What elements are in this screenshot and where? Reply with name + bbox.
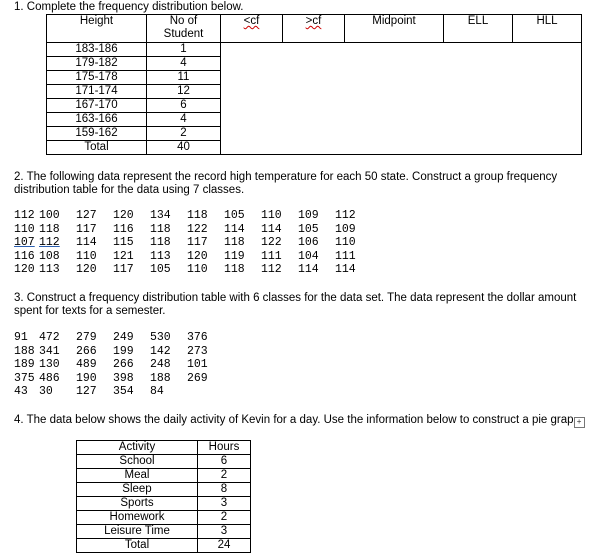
header-no-of-student: No of Student (147, 15, 221, 43)
data-value: 114 (261, 222, 282, 236)
data-value: 472 (39, 331, 60, 344)
table-row (77, 455, 251, 469)
data-value: 115 (113, 236, 134, 250)
student-count-cell: 2 (147, 127, 221, 141)
blank-cell[interactable] (221, 99, 283, 113)
data-value: 110 (261, 209, 282, 222)
data-value: 114 (335, 263, 356, 277)
data-value: 376 (187, 331, 208, 344)
data-value: 120 (76, 263, 97, 277)
blank-cell[interactable] (345, 43, 444, 57)
data-value: 105 (224, 209, 245, 222)
header-ell: ELL (444, 15, 513, 43)
blank-cell[interactable] (283, 113, 345, 127)
blank-cell[interactable] (345, 57, 444, 71)
hours-cell: 2 (198, 511, 251, 525)
activity-cell: Leisure Time (77, 525, 198, 539)
data-value: 249 (113, 331, 134, 344)
blank-cell[interactable] (444, 71, 513, 85)
blank-cell[interactable] (513, 99, 582, 113)
data-value: 105 (298, 222, 319, 236)
student-count-cell: 4 (147, 57, 221, 71)
data-row (14, 209, 372, 223)
blank-cell[interactable] (221, 43, 283, 57)
blank-cell[interactable] (345, 127, 444, 141)
data-value: 84 (150, 385, 164, 399)
header-hours: Hours (198, 441, 251, 455)
height-cell: Total (47, 141, 147, 155)
data-value: 110 (187, 263, 208, 277)
data-value: 269 (187, 371, 208, 385)
blank-cell[interactable] (221, 113, 283, 127)
q1-heading: 1. Complete the frequency distribution below. (14, 1, 244, 13)
activity-table (76, 440, 251, 553)
data-row (14, 385, 224, 399)
data-value: 142 (150, 344, 171, 358)
table-row (47, 127, 582, 141)
header-midpoint: Midpoint (345, 15, 444, 43)
data-value: 117 (76, 222, 97, 236)
q3-text: 3. Construct a frequency distribution table with 6 classes for the data set. The data represent the dollar amount spent for texts for a semester. (14, 292, 577, 317)
data-value: 30 (39, 385, 53, 399)
data-value: 530 (150, 331, 171, 344)
activity-cell: Total (77, 539, 198, 553)
data-row (14, 263, 372, 277)
blank-cell[interactable] (513, 113, 582, 127)
data-value: 341 (39, 344, 60, 358)
data-value: 120 (14, 263, 35, 277)
blank-cell[interactable] (513, 71, 582, 85)
data-value: 122 (261, 236, 282, 250)
data-value: 118 (224, 236, 245, 250)
data-value: 120 (187, 249, 208, 263)
data-value: 117 (113, 263, 134, 277)
data-value: 375 (14, 371, 35, 385)
data-value: 106 (298, 236, 319, 250)
data-value: 118 (150, 222, 171, 236)
data-value: 134 (150, 209, 171, 222)
data-row (14, 223, 372, 237)
blank-cell[interactable] (345, 85, 444, 99)
blank-cell[interactable] (345, 141, 444, 155)
data-value: 111 (335, 249, 356, 263)
blank-cell[interactable] (221, 71, 283, 85)
data-value: 113 (150, 249, 171, 263)
q3-data-table (14, 331, 224, 399)
data-value: 118 (224, 263, 245, 277)
data-value: 104 (298, 249, 319, 263)
blank-cell[interactable] (345, 113, 444, 127)
blank-cell[interactable] (444, 99, 513, 113)
q4-text: 4. The data below shows the daily activity of Kevin for a day. Use the information below to construct a pie grap + (14, 414, 589, 427)
blank-cell[interactable] (283, 71, 345, 85)
table-row (77, 483, 251, 497)
blank-cell[interactable] (513, 85, 582, 99)
data-row (14, 250, 372, 264)
data-value: 266 (113, 358, 134, 372)
data-value: 273 (187, 344, 208, 358)
data-value: 112 (335, 209, 356, 222)
data-value: 105 (150, 263, 171, 277)
height-cell: 183-186 (47, 43, 147, 57)
table-row (77, 469, 251, 483)
table-row (77, 511, 251, 525)
data-value: 121 (113, 249, 134, 263)
data-value: 398 (113, 371, 134, 385)
data-value: 112 (39, 236, 60, 250)
table-row (77, 539, 251, 553)
hours-cell: 2 (198, 469, 251, 483)
height-cell: 167-170 (47, 99, 147, 113)
data-value: 109 (298, 209, 319, 222)
activity-cell: Homework (77, 511, 198, 525)
data-value: 118 (150, 236, 171, 250)
data-value: 109 (335, 222, 356, 236)
data-value: 190 (76, 371, 97, 385)
data-row (14, 236, 372, 250)
blank-cell[interactable] (444, 43, 513, 57)
blank-cell[interactable] (283, 85, 345, 99)
blank-cell[interactable] (513, 141, 582, 155)
hours-cell: 24 (198, 539, 251, 553)
data-value: 486 (39, 371, 60, 385)
blank-cell[interactable] (221, 85, 283, 99)
data-value: 127 (76, 209, 97, 222)
data-value: 188 (150, 371, 171, 385)
activity-cell: School (77, 455, 198, 469)
header-less-cf: <cf (221, 15, 283, 43)
blank-cell[interactable] (221, 57, 283, 71)
student-count-cell: 4 (147, 113, 221, 127)
data-value: 116 (14, 249, 35, 263)
data-value: 116 (113, 222, 134, 236)
blank-cell[interactable] (283, 141, 345, 155)
data-value: 122 (187, 222, 208, 236)
data-value: 130 (39, 358, 60, 372)
blank-cell[interactable] (221, 141, 283, 155)
data-value: 112 (261, 263, 282, 277)
table-row (77, 497, 251, 511)
header-hll: HLL (513, 15, 582, 43)
data-value: 266 (76, 344, 97, 358)
header-activity: Activity (77, 441, 198, 455)
activity-cell: Sports (77, 497, 198, 511)
student-count-cell: 11 (147, 71, 221, 85)
data-value (187, 385, 224, 399)
blank-cell[interactable] (283, 57, 345, 71)
blank-cell[interactable] (283, 127, 345, 141)
data-row (14, 331, 224, 345)
data-value: 199 (113, 344, 134, 358)
table-row (47, 57, 582, 71)
student-count-cell: 40 (147, 141, 221, 155)
data-value: 43 (14, 385, 28, 399)
activity-cell: Meal (77, 469, 198, 483)
data-row (14, 372, 224, 386)
q2-data-table (14, 209, 372, 277)
height-cell: 159-162 (47, 127, 147, 141)
hours-cell: 3 (198, 497, 251, 511)
hours-cell: 3 (198, 525, 251, 539)
blank-cell[interactable] (345, 71, 444, 85)
frequency-table (46, 14, 582, 155)
blank-cell[interactable] (513, 43, 582, 57)
data-value: 108 (39, 249, 60, 263)
data-row (14, 358, 224, 372)
q2-text: 2. The following data represent the record high temperature for each 50 state. Construct a group frequency distribution table for the data using 7 classes. (14, 171, 558, 196)
blank-cell[interactable] (444, 127, 513, 141)
blank-cell[interactable] (345, 99, 444, 113)
data-value: 114 (298, 263, 319, 277)
data-value: 114 (76, 236, 97, 250)
height-cell: 179-182 (47, 57, 147, 71)
table-row (77, 525, 251, 539)
data-value: 118 (187, 209, 208, 222)
blank-cell[interactable] (283, 99, 345, 113)
data-value: 279 (76, 331, 97, 344)
table-row (47, 99, 582, 113)
data-row (14, 345, 224, 359)
data-value: 117 (187, 236, 208, 250)
table-row (47, 113, 582, 127)
height-cell: 163-166 (47, 113, 147, 127)
header-greater-cf: >cf (283, 15, 345, 43)
blank-cell[interactable] (513, 57, 582, 71)
student-count-cell: 12 (147, 85, 221, 99)
blank-cell[interactable] (513, 127, 582, 141)
blank-cell[interactable] (221, 127, 283, 141)
data-value: 189 (14, 358, 35, 372)
blank-cell[interactable] (444, 57, 513, 71)
blank-cell[interactable] (444, 85, 513, 99)
data-value: 248 (150, 358, 171, 372)
data-value: 354 (113, 385, 134, 399)
header-height: Height (47, 15, 147, 43)
data-value: 111 (261, 249, 282, 263)
table-row (47, 141, 582, 155)
data-value: 91 (14, 331, 28, 344)
data-value: 110 (335, 236, 356, 250)
data-value: 119 (224, 249, 245, 263)
data-value: 120 (113, 209, 134, 222)
blank-cell[interactable] (444, 141, 513, 155)
data-value: 113 (39, 263, 60, 277)
blank-cell[interactable] (444, 113, 513, 127)
data-value: 118 (39, 222, 60, 236)
data-value: 489 (76, 358, 97, 372)
data-value: 112 (14, 209, 35, 222)
data-value: 188 (14, 344, 35, 358)
table-row (47, 85, 582, 99)
activity-cell: Sleep (77, 483, 198, 497)
data-value: 127 (76, 385, 97, 399)
data-value: 100 (39, 209, 60, 222)
table-row (47, 43, 582, 57)
table-row (47, 71, 582, 85)
student-count-cell: 1 (147, 43, 221, 57)
hours-cell: 8 (198, 483, 251, 497)
data-value: 114 (224, 222, 245, 236)
student-count-cell: 6 (147, 99, 221, 113)
data-value: 110 (76, 249, 97, 263)
data-value: 101 (187, 358, 208, 372)
blank-cell[interactable] (283, 43, 345, 57)
height-cell: 175-178 (47, 71, 147, 85)
table-move-handle-icon[interactable]: + (574, 417, 585, 428)
hours-cell: 6 (198, 455, 251, 469)
data-value: 110 (14, 222, 35, 236)
height-cell: 171-174 (47, 85, 147, 99)
data-value: 107 (14, 236, 35, 250)
